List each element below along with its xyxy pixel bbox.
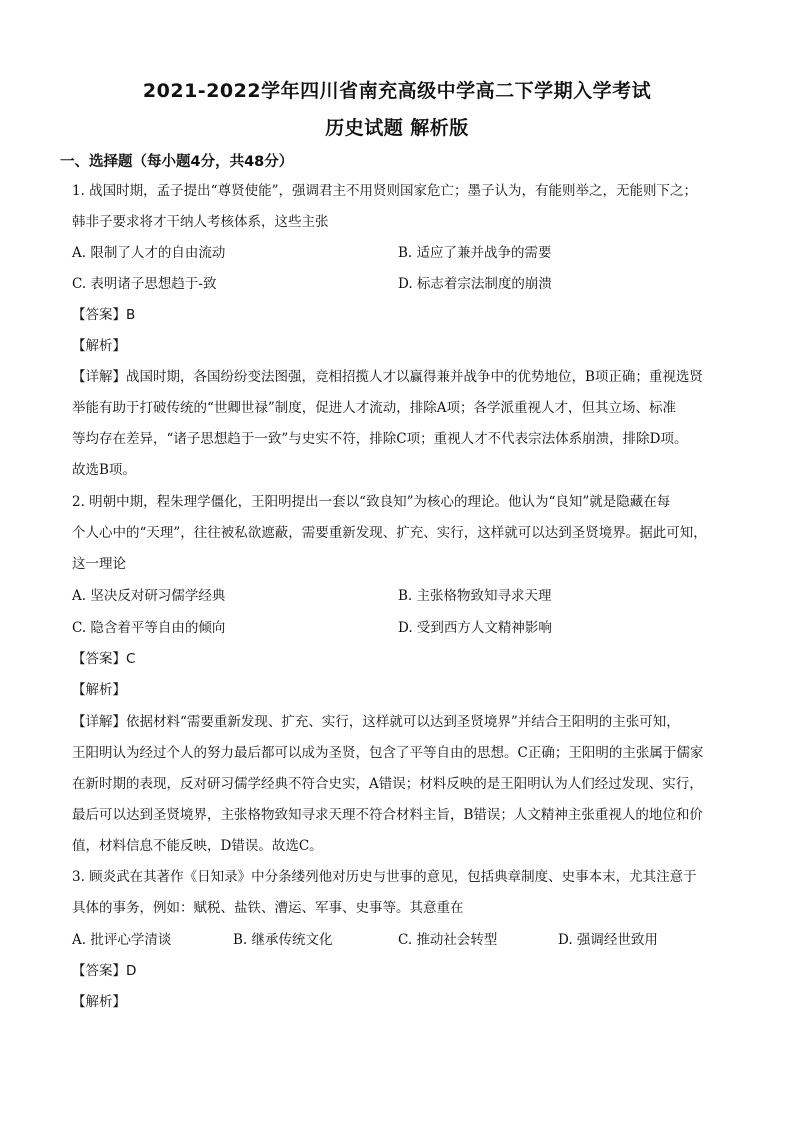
q3-option-b: B. 继承传统文化 xyxy=(233,932,333,948)
q2-analysis-label: 【解析】 xyxy=(72,682,126,698)
document-title: 2021-2022学年四川省南充高级中学高二下学期入学考试 xyxy=(142,80,652,102)
q1-stem-line: 1. 战国时期，孟子提出“尊贤使能”，强调君主不用贤则国家危亡；墨子认为，有能则举之，无能则下之； xyxy=(72,183,697,199)
q3-option-a: A. 批评心学清谈 xyxy=(72,932,172,948)
q1-detail-line: 举能有助于打破传统的“世卿世禄”制度，促进人才流动，排除A项；各学派重视人才，但其立场、标准 xyxy=(72,400,677,416)
q2-stem-line: 这一理论 xyxy=(72,556,126,572)
q3-stem-line: 3. 顾炎武在其著作《日知录》中分条缕列他对历史与世事的意见，包括典章制度、史事本末，尤其注意于 xyxy=(72,869,697,885)
q1-analysis-label: 【解析】 xyxy=(72,338,126,354)
q1-option-a: A. 限制了人才的自由流动 xyxy=(72,245,226,261)
document-subtitle: 历史试题 解析版 xyxy=(325,117,469,139)
section-heading: 一、选择题（每小题4分，共48分） xyxy=(60,154,294,170)
q2-option-c: C. 隐含着平等自由的倾向 xyxy=(72,620,226,636)
q2-option-b: B. 主张格物致知寻求天理 xyxy=(398,588,552,604)
q1-detail-line: 【详解】战国时期，各国纷纷变法图强，竞相招揽人才以赢得兼并战争中的优势地位，B项正确；重视选贤 xyxy=(72,369,703,385)
q1-stem-line: 韩非子要求将才干纳人考核体系，这些主张 xyxy=(72,214,329,230)
q2-answer: 【答案】C xyxy=(72,651,136,667)
q3-answer: 【答案】D xyxy=(72,963,137,979)
q3-option-d: D. 强调经世致用 xyxy=(558,932,658,948)
q3-stem-line: 具体的事务，例如：赋税、盐铁、漕运、军事、史事等。其意重在 xyxy=(72,900,464,916)
q2-detail-line: 在新时期的表现，反对研习儒学经典不符合史实，A错误；材料反映的是王阳明认为人们经过发现、实行， xyxy=(72,776,703,792)
q3-option-c: C. 推动社会转型 xyxy=(398,932,498,948)
q3-analysis-label: 【解析】 xyxy=(72,994,126,1010)
q2-stem-line: 个人心中的“天理”，往往被私欲遮蔽，需要重新发现、扩充、实行，这样就可以达到圣贤境界。据此可知， xyxy=(72,525,707,541)
q2-detail-line: 【详解】依据材料“需要重新发现、扩充、实行，这样就可以达到圣贤境界”并结合王阳明的主张可知， xyxy=(72,714,680,730)
q1-detail-line: 故选B项。 xyxy=(72,462,136,478)
q2-detail-line: 王阳明认为经过个人的努力最后都可以成为圣贤，包含了平等自由的思想。C正确；王阳明的主张属于儒家 xyxy=(72,745,704,761)
q2-detail-line: 最后可以达到圣贤境界，主张格物致知寻求天理不符合材料主旨，B错误；人文精神主张重视人的地位和价 xyxy=(72,807,703,823)
q1-option-d: D. 标志着宗法制度的崩溃 xyxy=(398,276,552,292)
q1-option-c: C. 表明诸子思想趋于-致 xyxy=(72,276,217,292)
q2-detail-line: 值，材料信息不能反映，D错误。故选C。 xyxy=(72,838,323,854)
q2-option-a: A. 坚决反对研习儒学经典 xyxy=(72,588,226,604)
q1-detail-line: 等均存在差异，“诸子思想趋于一致”与史实不符，排除C项；重视人才不代表宗法体系崩溃，排除D项。 xyxy=(72,431,688,447)
q2-stem-line: 2. 明朝中期，程朱理学僵化，王阳明提出一套以“致良知”为核心的理论。他认为“良知”就是隐藏在每 xyxy=(72,494,671,510)
q2-option-d: D. 受到西方人文精神影响 xyxy=(398,620,552,636)
q1-option-b: B. 适应了兼并战争的需要 xyxy=(398,245,552,261)
q1-answer: 【答案】B xyxy=(72,307,136,323)
